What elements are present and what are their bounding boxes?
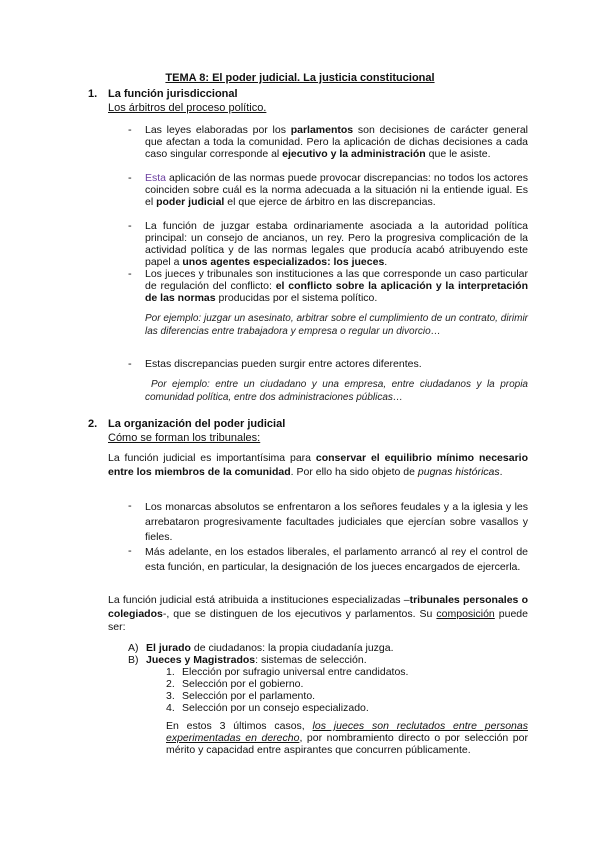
section-1-number: 1. — [88, 88, 98, 100]
bullet-dash: - — [128, 500, 132, 512]
list-number: 3. — [166, 690, 175, 702]
list-item-1: Elección por sufragio universal entre candidatos. — [182, 666, 409, 678]
bullet-1-4: Los jueces y tribunales son instituciones a las que corresponde un caso particular de regulación del conflicto: el conflicto sobre la aplicación y la interpretación de las normas producidas por el sistema político. — [145, 268, 528, 304]
list-number: 1. — [166, 666, 175, 678]
list-item-b: Jueces y Magistrados: sistemas de selección. — [146, 654, 367, 666]
list-item-4: Selección por un consejo especializado. — [182, 702, 369, 714]
page-title: TEMA 8: El poder judicial. La justicia constitucional — [165, 72, 435, 84]
bullet-2-1: Los monarcas absolutos se enfrentaron a los señores feudales y a la iglesia y les arrebataron progresivamente facultades judiciales que ejercían sobre vasallos y fieles. — [145, 501, 528, 543]
list-item-a: El jurado de ciudadanos: la propia ciudadanía juzga. — [146, 642, 394, 654]
section-1-subtitle: Los árbitros del proceso político. — [108, 102, 267, 114]
bullet-1-2: Esta aplicación de las normas puede provocar discrepancias: no todos los actores coinciden sobre cuál es la norma adecuada a la situación ni la entiende igual. Es el poder judicial el que ejerce de árbitro en las discrepancias. — [145, 172, 528, 208]
bullet-1-5: Estas discrepancias pueden surgir entre actores diferentes. — [145, 358, 422, 370]
list-item-2: Selección por el gobierno. — [182, 678, 304, 690]
bullet-1-3: La función de juzgar estaba ordinariamente asociada a la autoridad política principal: un consejo de ancianos, un rey. Pero la progresiva complicación de la actividad política y de las normas legales que producía acabó atribuyendo este papel a unos agentes especializados: los jueces. — [145, 220, 528, 268]
list-number: 2. — [166, 678, 175, 690]
bullet-dash: - — [128, 124, 132, 136]
list-item-3: Selección por el parlamento. — [182, 690, 316, 702]
example-2: Por ejemplo: entre un ciudadano y una empresa, entre ciudadanos y la propia comunidad política, entre dos administraciones públicas… — [145, 379, 528, 403]
list-label-b: B) — [128, 654, 139, 666]
bullet-dash: - — [128, 545, 132, 557]
paragraph-2-1: La función judicial es importantísima para conservar el equilibrio mínimo necesario entre los miembros de la comunidad. Por ello ha sido objeto de pugnas históricas. — [108, 452, 528, 478]
bullet-dash: - — [128, 268, 132, 280]
bullet-dash: - — [128, 220, 132, 232]
list-number: 4. — [166, 702, 175, 714]
bullet-2-2: Más adelante, en los estados liberales, el parlamento arrancó al rey el control de esta función, en particular, la designación de los jueces encargados de ejercerla. — [145, 546, 528, 573]
section-2-subtitle: Cómo se forman los tribunales: — [108, 432, 261, 444]
section-1-title: La función jurisdiccional — [108, 88, 238, 100]
final-paragraph: En estos 3 últimos casos, los jueces son reclutados entre personas experimentadas en derecho, por nombramiento directo o por selección por mérito y capacidad entre aspirantes que concurren públicamente. — [166, 720, 528, 756]
list-label-a: A) — [128, 642, 139, 654]
bullet-1-1: Las leyes elaboradas por los parlamentos son decisiones de carácter general que afectan a toda la comunidad. Pero la aplicación de dichas decisiones a cada caso singular corresponde al ejecutivo y la administración que le asiste. — [145, 124, 528, 160]
section-2-number: 2. — [88, 418, 98, 430]
bullet-dash: - — [128, 172, 132, 184]
section-2-heading — [88, 418, 285, 430]
bullet-dash: - — [128, 358, 132, 370]
section-2-title: La organización del poder judicial — [108, 418, 286, 430]
section-1-heading — [88, 88, 238, 100]
example-1: Por ejemplo: juzgar un asesinato, arbitrar sobre el cumplimiento de un contrato, dirimir las diferencias entre trabajadora y empresa o regular un divorcio… — [145, 313, 528, 337]
paragraph-2-2: La función judicial está atribuida a instituciones especializadas –tribunales personales o colegiados-, que se distinguen de los ejecutivos y parlamentos. Su composición puede ser: — [108, 594, 528, 633]
